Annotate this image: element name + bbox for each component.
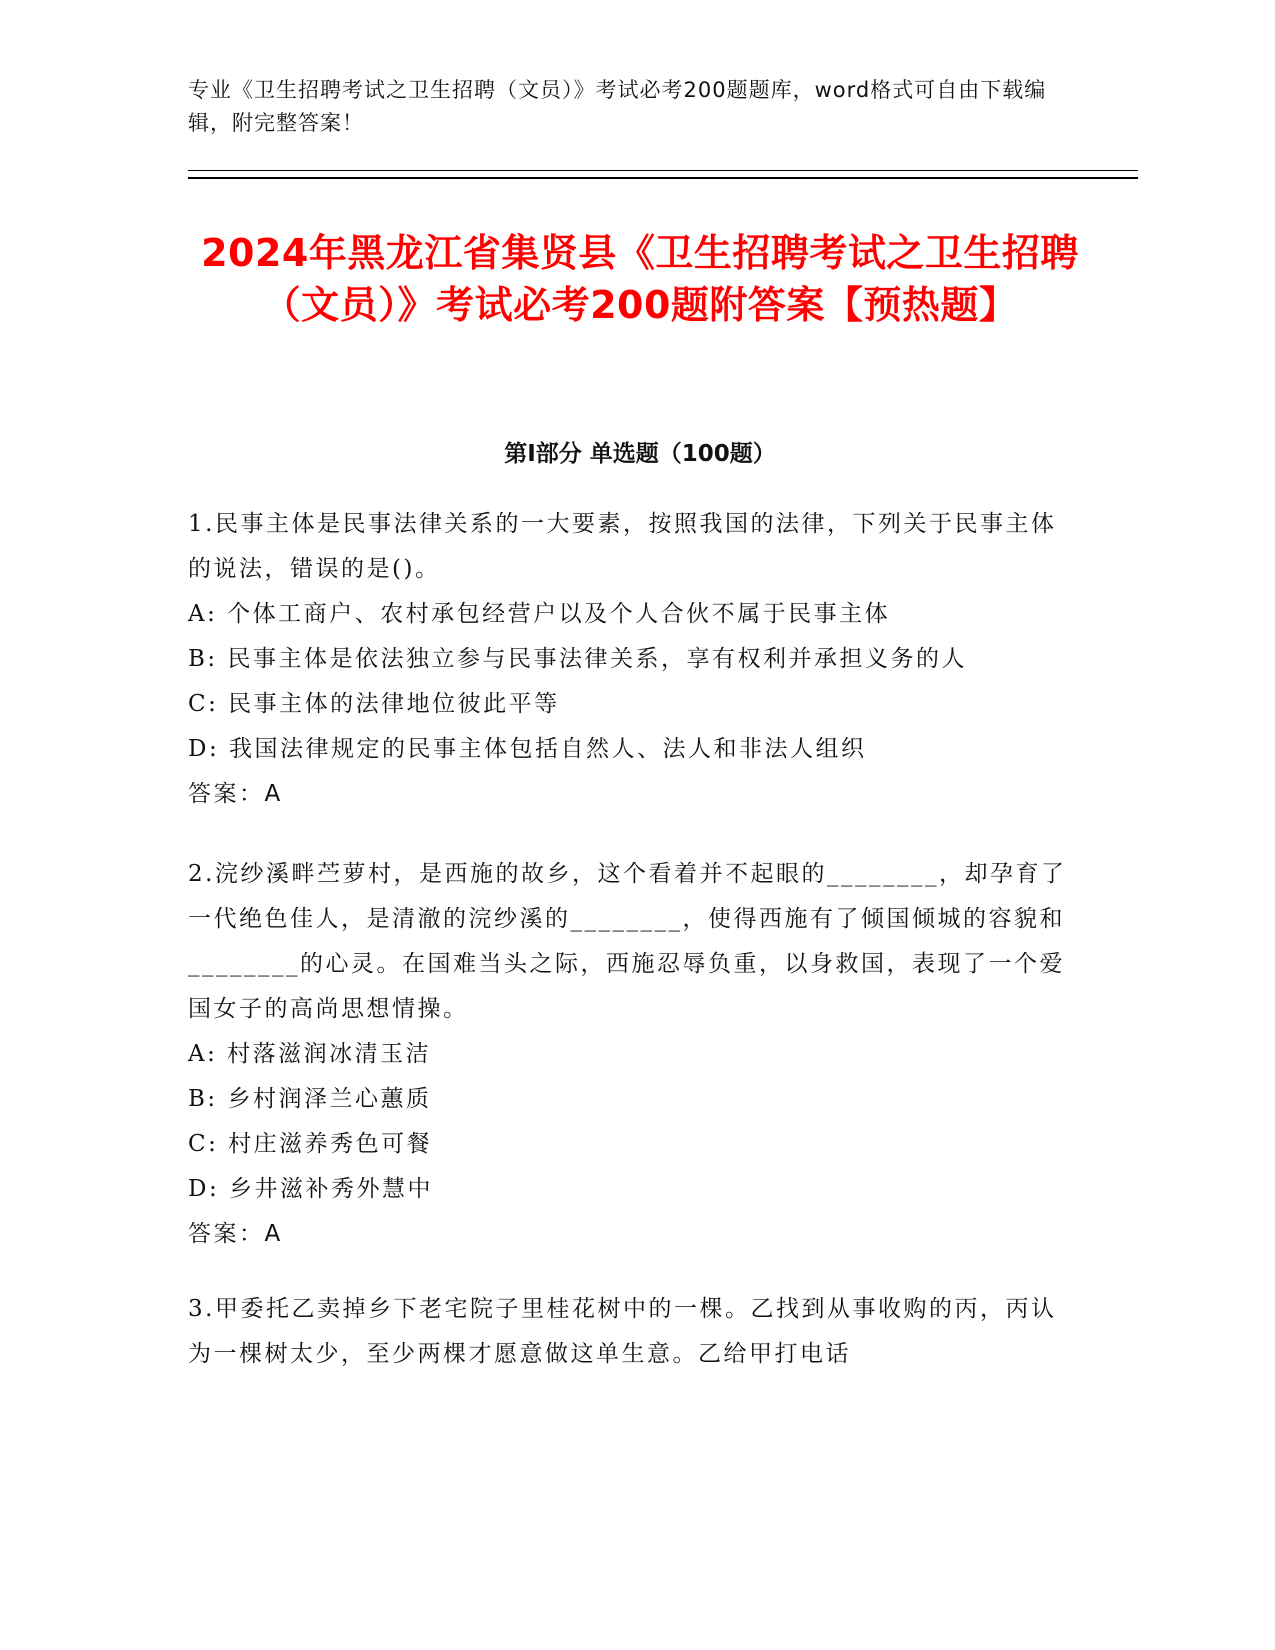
option-d: D: 我国法律规定的民事主体包括自然人、法人和非法人组织 (188, 736, 867, 762)
document-title: 2024年黑龙江省集贤县《卫生招聘考试之卫生招聘（文员）》考试必考200题附答案【预热题】 (201, 231, 1079, 327)
header-note: 专业《卫生招聘考试之卫生招聘（文员）》考试必考200题题库，word格式可自由下载编辑，附完整答案！ (188, 78, 1047, 135)
option-a: A: 个体工商户、农村承包经营户以及个人合伙不属于民事主体 (188, 601, 891, 627)
option-d: D: 乡井滋补秀外慧中 (188, 1176, 434, 1202)
question-1 (188, 502, 1068, 817)
option-b: B: 乡村润泽兰心蕙质 (188, 1086, 432, 1112)
header-rule-top (188, 170, 1138, 171)
question-stem: 2.浣纱溪畔苎萝村，是西施的故乡，这个看着并不起眼的________，却孕育了一代绝色佳人，是清澈的浣纱溪的________，使得西施有了倾国倾城的容貌和________的心灵。在国难当头之际，西施忍辱负重，以身救国，表现了一个爱国女子的高尚思想情操。 (188, 861, 1067, 1022)
option-b: B: 民事主体是依法独立参与民事法律关系，享有权利并承担义务的人 (188, 646, 967, 672)
answer: 答案：A (188, 781, 283, 807)
section-heading: 第Ⅰ部分 单选题（100题） (504, 441, 776, 467)
question-2 (188, 852, 1068, 1257)
question-stem: 1.民事主体是民事法律关系的一大要素，按照我国的法律，下列关于民事主体的说法，错误的是()。 (188, 511, 1057, 582)
answer: 答案：A (188, 1221, 283, 1247)
header-rule-bottom (188, 177, 1138, 179)
option-a: A: 村落滋润冰清玉洁 (188, 1041, 432, 1067)
option-c: C: 民事主体的法律地位彼此平等 (188, 691, 560, 717)
question-3 (188, 1287, 1068, 1377)
option-c: C: 村庄滋养秀色可餐 (188, 1131, 433, 1157)
question-stem: 3.甲委托乙卖掉乡下老宅院子里桂花树中的一棵。乙找到从事收购的丙，丙认为一棵树太少，至少两棵才愿意做这单生意。乙给甲打电话 (188, 1296, 1057, 1367)
